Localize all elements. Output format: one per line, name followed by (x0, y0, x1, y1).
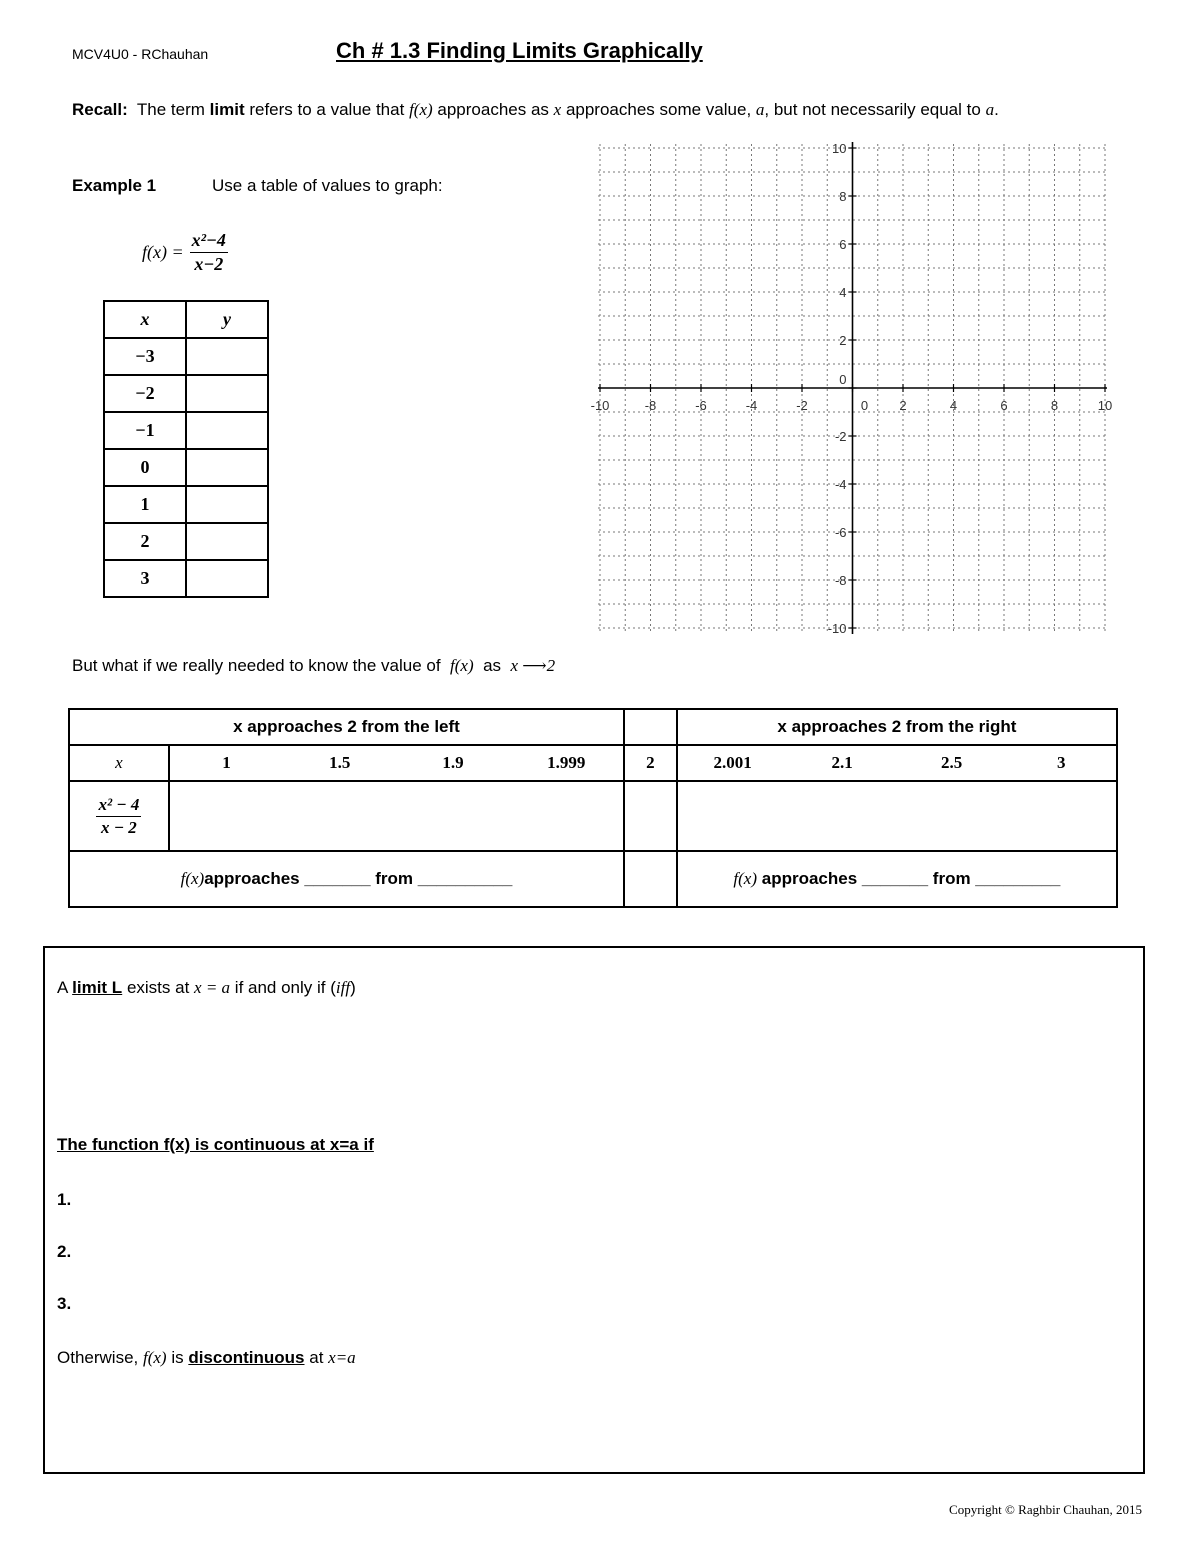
question-as: as (483, 656, 502, 675)
right-x-value: 2.5 (941, 753, 963, 772)
example-1 (72, 176, 443, 196)
formula-lhs: f(x) = (142, 242, 184, 262)
page-title: Ch # 1.3 Finding Limits Graphically (336, 38, 703, 63)
limit-term: limit L (72, 978, 123, 997)
center-answer-cell[interactable] (624, 781, 677, 851)
y-tick-label: 10 (832, 141, 847, 156)
otherwise-xa: x=a (328, 1348, 356, 1367)
y-tick-label: 4 (839, 285, 847, 300)
header-y: y (186, 301, 268, 338)
right-x-values (677, 745, 1117, 781)
x-value: −2 (104, 375, 186, 412)
y-blank-cell[interactable] (186, 560, 268, 597)
continuity-heading: The function f(x) is continuous at x=a if (57, 1135, 374, 1154)
recall-text-1: The term (136, 100, 205, 119)
limit-iff: iff (335, 978, 351, 997)
limit-question (72, 656, 555, 676)
right-conclusion-text: approaches _______ from _________ (757, 869, 1061, 888)
recall-label: Recall: (72, 100, 128, 119)
recall-fx: f(x) (409, 100, 433, 119)
table-row (104, 449, 268, 486)
limit-rest: exists at (126, 978, 190, 997)
left-x-value: 1.9 (442, 753, 464, 772)
right-approach-header: x approaches 2 from the right (677, 709, 1117, 745)
otherwise-fx: f(x) (142, 1348, 167, 1367)
question-fx: f(x) (450, 656, 474, 675)
table-header-row (104, 301, 268, 338)
recall-term-limit: limit (209, 100, 245, 119)
definition-box (43, 946, 1145, 1474)
limit-end: if and only if ( (234, 978, 336, 997)
x-value: 1 (104, 486, 186, 523)
y-blank-cell[interactable] (186, 338, 268, 375)
x-tick-label: -10 (590, 398, 610, 413)
center-header-cell (624, 709, 677, 745)
recall-a: a (755, 100, 765, 119)
limit-close: ) (350, 978, 356, 997)
y-tick-label: 8 (839, 189, 847, 204)
y-blank-cell[interactable] (186, 375, 268, 412)
recall-text-3: approaches as (437, 100, 549, 119)
recall-paragraph (72, 96, 1082, 124)
x-value: 3 (104, 560, 186, 597)
recall-text-2: refers to a value that (249, 100, 405, 119)
x-tick-label: 8 (1050, 398, 1059, 413)
y-tick-label: 6 (839, 237, 847, 252)
limit-a: A (57, 978, 68, 997)
recall-text-5: , but not necessarily equal to (764, 100, 981, 119)
x-tick-label: 2 (899, 398, 907, 413)
y-tick-label: -8 (834, 573, 847, 588)
expression-fraction (96, 795, 141, 838)
limit-definition (57, 978, 356, 998)
left-conclusion-text: approaches _______ from __________ (204, 869, 513, 888)
y-blank-cell[interactable] (186, 523, 268, 560)
approach-table (68, 708, 1118, 908)
otherwise-at: at (309, 1348, 324, 1367)
continuity-condition-1: 1. (57, 1190, 72, 1209)
expression-numerator: x² − 4 (96, 795, 141, 817)
recall-x: x (553, 100, 562, 119)
left-conclusion-fx: f(x) (180, 869, 205, 888)
y-blank-cell[interactable] (186, 486, 268, 523)
function-formula (142, 230, 228, 275)
table-row (104, 523, 268, 560)
y-blank-cell[interactable] (186, 449, 268, 486)
expression-label (69, 781, 169, 851)
example-1-instruction: Use a table of values to graph: (212, 176, 443, 195)
y-tick-label: 0 (839, 372, 847, 387)
y-tick-label: -4 (834, 477, 847, 492)
table-row (104, 412, 268, 449)
question-arrow: x ⟶2 (510, 656, 556, 675)
copyright: Copyright © Raghbir Chauhan, 2015 (949, 1502, 1142, 1517)
header-x: x (104, 301, 186, 338)
table-of-values (103, 300, 269, 598)
x-tick-label: -4 (745, 398, 758, 413)
left-x-values (169, 745, 624, 781)
conclusion-row (69, 851, 1117, 907)
x-value: 0 (104, 449, 186, 486)
discontinuous-term: discontinuous (188, 1348, 305, 1367)
y-tick-label: -6 (834, 525, 847, 540)
table-row (104, 560, 268, 597)
expression-row (69, 781, 1117, 851)
table-row (104, 375, 268, 412)
discontinuity-statement (57, 1348, 356, 1368)
x-tick-label: 0 (860, 398, 869, 413)
otherwise-is: is (171, 1348, 184, 1367)
recall-end: . (994, 100, 999, 119)
table-row (104, 338, 268, 375)
right-conclusion-fx: f(x) (733, 869, 758, 888)
left-x-value: 1 (222, 753, 231, 772)
recall-text-4: approaches some value, (565, 100, 752, 119)
continuity-condition-3: 3. (57, 1294, 72, 1313)
x-tick-label: 4 (949, 398, 958, 413)
left-x-value: 1.5 (329, 753, 351, 772)
right-answer-cell[interactable] (677, 781, 1117, 851)
x-value: −1 (104, 412, 186, 449)
y-tick-label: 2 (839, 333, 847, 348)
table-row (104, 486, 268, 523)
y-tick-label: -10 (827, 621, 847, 636)
limit-eq: x = a (194, 978, 231, 997)
y-tick-label: -2 (834, 429, 847, 444)
right-x-value: 2.1 (831, 753, 853, 772)
x-value: 2 (104, 523, 186, 560)
x-value: −3 (104, 338, 186, 375)
otherwise-text: Otherwise, (57, 1348, 139, 1367)
x-tick-label: 6 (1000, 398, 1008, 413)
continuity-condition-2: 2. (57, 1242, 72, 1261)
approach-header-row (69, 709, 1117, 745)
left-x-value: 1.999 (547, 753, 586, 772)
center-conclusion-cell (624, 851, 677, 907)
x-values-row (69, 745, 1117, 781)
x-tick-label: -6 (695, 398, 707, 413)
x-tick-label: -8 (644, 398, 657, 413)
formula-fraction (190, 230, 228, 275)
right-x-value: 3 (1056, 753, 1066, 772)
right-x-value: 2.001 (713, 753, 752, 772)
expression-denominator: x − 2 (100, 817, 137, 837)
coordinate-grid[interactable] (590, 140, 1113, 636)
question-text: But what if we really needed to know the value of (72, 656, 441, 675)
center-x-value: 2 (624, 745, 677, 781)
course-code: MCV4U0 - RChauhan (72, 46, 209, 62)
y-blank-cell[interactable] (186, 412, 268, 449)
recall-a2: a (985, 100, 995, 119)
x-tick-label: 10 (1097, 398, 1113, 413)
left-answer-cell[interactable] (169, 781, 624, 851)
formula-denominator: x−2 (194, 254, 224, 274)
right-conclusion (677, 851, 1117, 907)
x-row-label: x (69, 745, 169, 781)
axes (598, 142, 1107, 634)
x-tick-label: -2 (796, 398, 808, 413)
formula-numerator: x²−4 (190, 230, 228, 253)
left-approach-header: x approaches 2 from the left (69, 709, 624, 745)
example-1-label: Example 1 (72, 176, 157, 195)
left-conclusion (69, 851, 624, 907)
